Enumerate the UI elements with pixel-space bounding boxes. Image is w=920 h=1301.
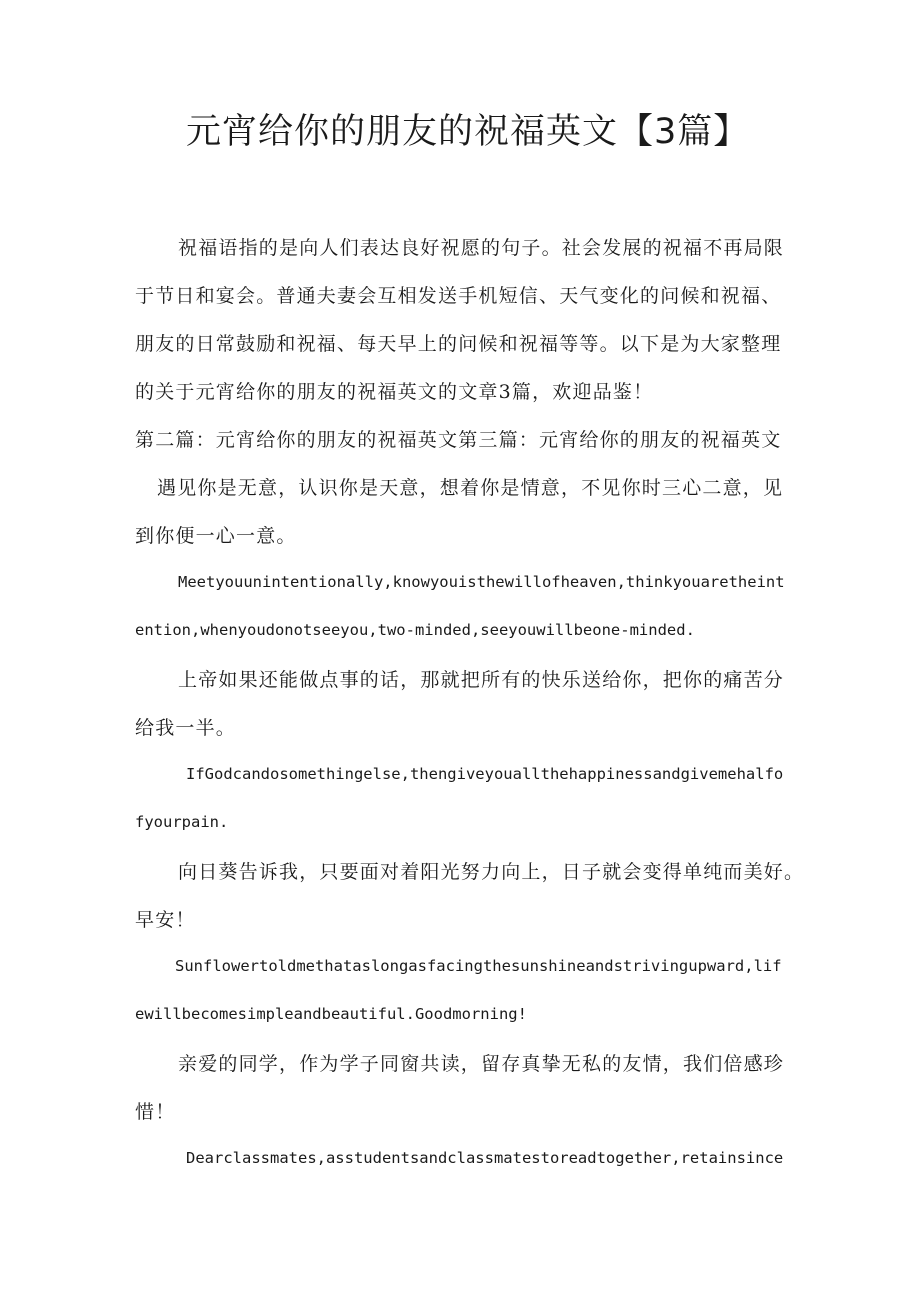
paragraph-line: 于节日和宴会。普通夫妻会互相发送手机短信、天气变化的问候和祝福、 — [135, 285, 782, 307]
paragraph-line: 向日葵告诉我，只要面对着阳光努力向上，日子就会变得单纯而美好。 — [178, 861, 805, 883]
paragraph-line: 给我一半。 — [135, 717, 237, 739]
english-line: Sunflowertoldmethataslongasfacingthesunshineandstrivingupward,lif — [175, 957, 782, 975]
english-line: Dearclassmates,asstudentsandclassmatestoreadtogether,retainsince — [186, 1149, 784, 1167]
document-title: 元宵给你的朋友的祝福英文【3篇】 — [186, 112, 750, 152]
paragraph-line: 第二篇：元宵给你的朋友的祝福英文第三篇：元宵给你的朋友的祝福英文 — [135, 429, 782, 451]
paragraph-line: 到你便一心一意。 — [135, 525, 297, 547]
english-line: Meetyouunintentionally,knowyouisthewillofheaven,thinkyouaretheint — [178, 573, 785, 591]
paragraph-line: 祝福语指的是向人们表达良好祝愿的句子。社会发展的祝福不再局限 — [178, 237, 785, 259]
paragraph-line: 早安！ — [135, 909, 196, 931]
english-line: ention,whenyoudonotseeyou,two-minded,seeyouwillbeone-minded. — [135, 621, 695, 639]
paragraph-line: 惜！ — [135, 1101, 176, 1123]
paragraph-line: 朋友的日常鼓励和祝福、每天早上的问候和祝福等等。以下是为大家整理 — [135, 333, 782, 355]
english-line: ewillbecomesimpleandbeautiful.Goodmorning! — [135, 1005, 527, 1023]
paragraph-line: 的关于元宵给你的朋友的祝福英文的文章3篇，欢迎品鉴！ — [135, 381, 654, 403]
english-line: fyourpain. — [135, 813, 229, 831]
english-line: IfGodcandosomethingelse,thengiveyouallthehappinessandgivemehalfo — [186, 765, 784, 783]
paragraph-line: 亲爱的同学，作为学子同窗共读，留存真挚无私的友情，我们倍感珍 — [178, 1053, 785, 1075]
paragraph-line: 上帝如果还能做点事的话，那就把所有的快乐送给你，把你的痛苦分 — [178, 669, 785, 691]
paragraph-line: 遇见你是无意，认识你是天意，想着你是情意，不见你时三心二意，见 — [157, 477, 784, 499]
